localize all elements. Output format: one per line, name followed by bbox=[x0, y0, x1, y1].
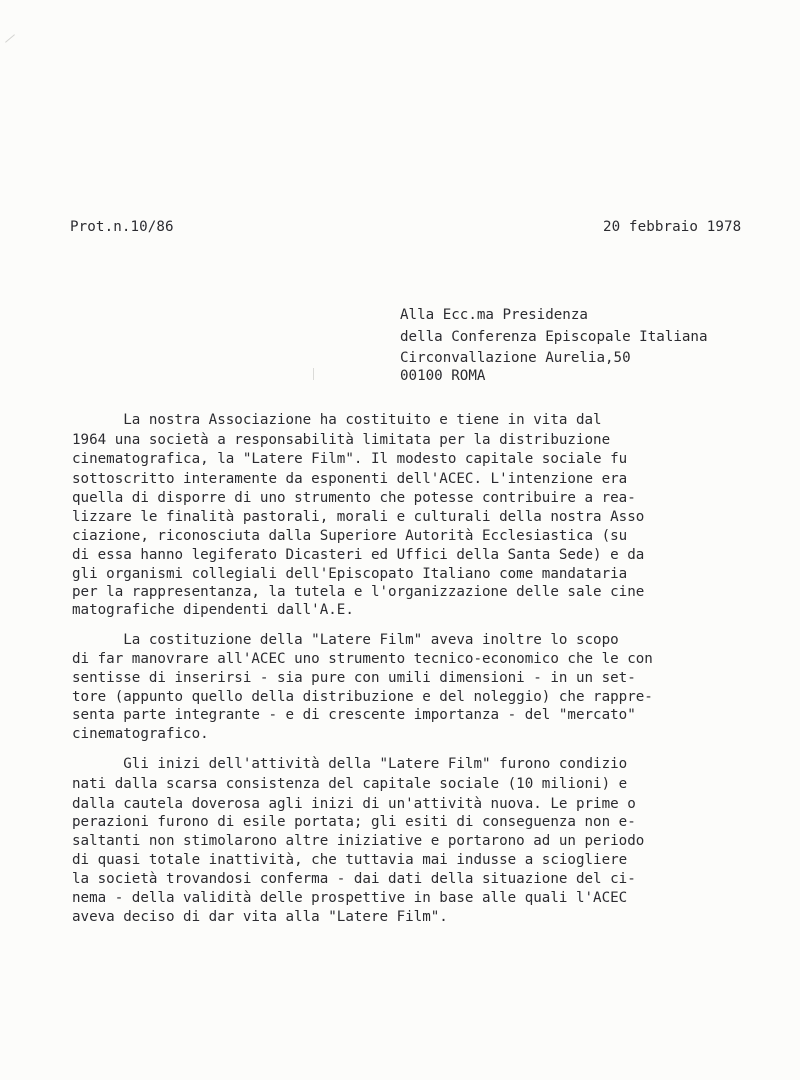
body-line: La costituzione della "Latere Film" aveva inoltre lo scopo bbox=[72, 632, 619, 648]
body-line: Gli inizi dell'attività della "Latere Film" furono condizio bbox=[72, 756, 628, 772]
body-line: cinematografica, la "Latere Film". Il modesto capitale sociale fu bbox=[72, 451, 628, 467]
recipient-line: Alla Ecc.ma Presidenza bbox=[400, 307, 588, 323]
letter-date: 20 febbraio 1978 bbox=[603, 219, 742, 235]
recipient-line: 00100 ROMA bbox=[400, 368, 486, 384]
body-line: di essa hanno legiferato Dicasteri ed Uffici della Santa Sede) e da bbox=[72, 547, 645, 563]
body-line: perazioni furono di esile portata; gli esiti di conseguenza non e- bbox=[72, 814, 636, 830]
body-line: ciazione, riconosciuta dalla Superiore Autorità Ecclesiastica (su bbox=[72, 528, 628, 544]
body-line: di far manovrare all'ACEC uno strumento tecnico-economico che le con bbox=[72, 651, 653, 667]
body-line: 1964 una società a responsabilità limitata per la distribuzione bbox=[72, 432, 611, 448]
body-line: tore (appunto quello della distribuzione e del noleggio) che rappre- bbox=[72, 689, 653, 705]
paper-corner-mark bbox=[5, 34, 15, 42]
protocol-number: Prot.n.10/86 bbox=[70, 219, 174, 235]
body-line: sentisse di inserirsi - sia pure con umili dimensioni - in un set- bbox=[72, 670, 636, 686]
body-line: senta parte integrante - e di crescente importanza - del "mercato" bbox=[72, 707, 636, 723]
body-line: aveva deciso di dar vita alla "Latere Film". bbox=[72, 909, 448, 925]
body-line: matografiche dipendenti dall'A.E. bbox=[72, 602, 354, 618]
body-line: dalla cautela doverosa agli inizi di un'attività nuova. Le prime o bbox=[72, 796, 636, 812]
body-line: per la rappresentanza, la tutela e l'organizzazione delle sale cine bbox=[72, 584, 645, 600]
recipient-line: Circonvallazione Aurelia,50 bbox=[400, 350, 631, 366]
paper-tick-mark bbox=[313, 368, 314, 380]
body-line: nema - della validità delle prospettive in base alle quali l'ACEC bbox=[72, 890, 628, 906]
body-line: lizzare le finalità pastorali, morali e culturali della nostra Asso bbox=[72, 509, 645, 525]
body-line: nati dalla scarsa consistenza del capitale sociale (10 milioni) e bbox=[72, 776, 628, 792]
body-line: sottoscritto interamente da esponenti dell'ACEC. L'intenzione era bbox=[72, 471, 628, 487]
body-line: gli organismi collegiali dell'Episcopato Italiano come mandataria bbox=[72, 566, 628, 582]
body-line: quella di disporre di uno strumento che potesse contribuire a rea- bbox=[72, 490, 636, 506]
body-line: cinematografico. bbox=[72, 726, 209, 742]
recipient-line: della Conferenza Episcopale Italiana bbox=[400, 329, 708, 345]
body-line: saltanti non stimolarono altre iniziative e portarono ad un periodo bbox=[72, 833, 645, 849]
body-line: la società trovandosi conferma - dai dati della situazione del ci- bbox=[72, 871, 636, 887]
body-line: La nostra Associazione ha costituito e tiene in vita dal bbox=[72, 412, 602, 428]
body-line: di quasi totale inattività, che tuttavia mai indusse a sciogliere bbox=[72, 852, 628, 868]
